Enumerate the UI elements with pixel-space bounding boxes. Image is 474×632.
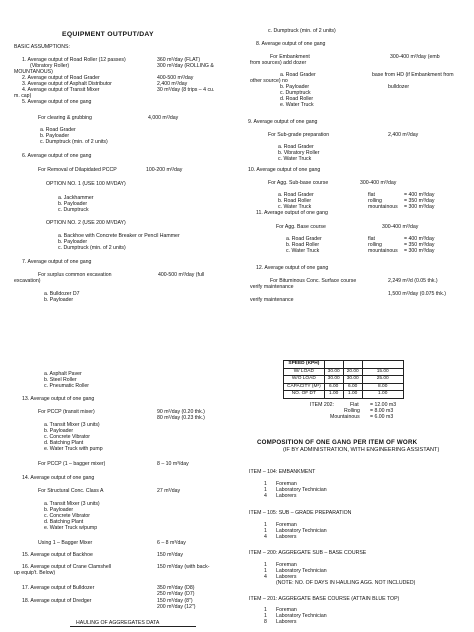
value-text: 150 m³/day bbox=[157, 552, 183, 558]
item-heading: ITEM – 105: SUB – GRADE PREPARATION bbox=[249, 510, 352, 516]
text-line: 13. Average output of one gang bbox=[22, 396, 95, 402]
count: 4 bbox=[264, 534, 267, 540]
list-item: a. Road Grader bbox=[278, 144, 314, 150]
value-text: = 12.00 m3 bbox=[370, 402, 397, 408]
list-item: Foreman bbox=[276, 522, 297, 528]
count: 1 bbox=[264, 481, 267, 487]
value-text: 400-500 m²/day bbox=[157, 75, 194, 81]
list-item: e. Water Truck with pump bbox=[44, 446, 103, 452]
value-text: 150 m³/day (8") bbox=[157, 598, 193, 604]
text-line: For Removal of Dilapidated PCCP bbox=[38, 167, 117, 173]
list-item: b. Road Roller bbox=[278, 198, 312, 204]
note-text: (NOTE: NO. OF DAYS IN HAULING AGG. NOT INCLUDED) bbox=[276, 580, 416, 586]
table-cell: 1.00 bbox=[324, 391, 343, 399]
hauling-heading: HAULING OF AGGREGATES DATA bbox=[76, 620, 160, 626]
text-line: 7. Average output of one gang bbox=[22, 259, 92, 265]
value-text: 250 m³/day (D7) bbox=[157, 591, 195, 597]
table-cell: 1.00 bbox=[343, 391, 362, 399]
terrain-label: flat bbox=[368, 236, 375, 242]
table-row bbox=[284, 391, 404, 399]
text-line: For clearing & grubbing bbox=[38, 115, 92, 121]
list-item: a. Asphalt Paver bbox=[44, 371, 82, 377]
composition-subtitle: (IF BY ADMINISTRATION, WITH ENGINEERING ASSISTANT) bbox=[283, 447, 440, 453]
text-line: 10. Average output of one gang bbox=[248, 167, 321, 173]
list-item: e. Water Truck bbox=[280, 102, 314, 108]
text-line: m. cap) bbox=[14, 93, 32, 99]
text-line: 5. Average output of one gang bbox=[22, 99, 92, 105]
value-text: 360 m²/day (FLAT) bbox=[157, 57, 201, 63]
value-text: 4,000 m²/day bbox=[148, 115, 179, 121]
value-text: = 350 m³/day bbox=[404, 198, 435, 204]
list-item: c. Water Truck bbox=[286, 248, 320, 254]
list-item: Laboratory Technician bbox=[276, 568, 327, 574]
list-item: b. Payloader bbox=[44, 507, 74, 513]
table-cell: 8.00 bbox=[362, 383, 403, 391]
list-item: b. Vibratory Roller bbox=[278, 150, 320, 156]
list-item: c. Dumptruck (min. of 2 units) bbox=[268, 28, 336, 34]
text-line: 15. Average output of Backhoe bbox=[22, 552, 93, 558]
list-item: b. Payloader bbox=[40, 133, 70, 139]
list-item: a. Transit Mixer (3 units) bbox=[44, 501, 100, 507]
text-line: Using 1 – Bagger Mixer bbox=[38, 540, 93, 546]
text-line: 1. Average output of Road Roller (12 passes) bbox=[22, 57, 126, 63]
value-text: = 6.00 m3 bbox=[370, 414, 394, 420]
list-item: Laboratory Technician bbox=[276, 528, 327, 534]
table-cell: 30.00 bbox=[324, 376, 343, 384]
table-cell bbox=[362, 361, 403, 369]
table-cell: SPEED (KPH) bbox=[284, 361, 325, 369]
option-heading: OPTION NO. 2 (USE 200 M²/DAY) bbox=[46, 220, 126, 226]
list-item: d. Batching Plant bbox=[44, 519, 84, 525]
list-item: Foreman bbox=[276, 607, 297, 613]
table-row bbox=[284, 361, 404, 369]
item-label: ITEM 202: bbox=[310, 402, 334, 408]
value-text: 90 m²/day (0.20 thk.) bbox=[157, 409, 205, 415]
table-row bbox=[284, 383, 404, 391]
value-text: 8 – 10 m³/day bbox=[157, 461, 189, 467]
value-text: 30 m³/day (8 trips – 4 cu. bbox=[157, 87, 215, 93]
count: 4 bbox=[264, 574, 267, 580]
composition-title: COMPOSITION OF ONE GANG PER ITEM OF WORK bbox=[257, 439, 418, 446]
list-item: d. Road Roller bbox=[280, 96, 314, 102]
value-text: = 8.00 m3 bbox=[370, 408, 394, 414]
list-item: c. Water Truck bbox=[278, 204, 312, 210]
text-line: For Agg. Base course bbox=[276, 224, 326, 230]
list-item: d. Batching Plant bbox=[44, 440, 84, 446]
list-item: a. Road Grader bbox=[40, 127, 76, 133]
list-item: Laboratory Technician bbox=[276, 487, 327, 493]
count: 1 bbox=[264, 522, 267, 528]
text-line: verify maintenance bbox=[250, 284, 294, 290]
text-line: MOUNTANOUS) bbox=[14, 69, 53, 75]
value-text: 300-400 m³/day bbox=[360, 180, 397, 186]
terrain-label: Mountainous bbox=[330, 414, 360, 420]
terrain-label: Flat bbox=[350, 402, 359, 408]
value-text: 2,400 m²/day bbox=[388, 132, 419, 138]
table-cell: CAPACITY (M³) bbox=[284, 383, 325, 391]
value-text: 300-400 m³/day (emb bbox=[390, 54, 440, 60]
value-text: 150 m³/day (with back- bbox=[157, 564, 210, 570]
value-text: = 350 m³/day bbox=[404, 242, 435, 248]
item-heading: ITEM – 201: AGGREGATE BASE COURSE (ATTAIN BLUE TOP) bbox=[249, 596, 400, 602]
list-item: c. Concrete Vibrator bbox=[44, 434, 91, 440]
table-cell: NO. OF DT bbox=[284, 391, 325, 399]
text-line: 3. Average output of Asphalt Distributor bbox=[22, 81, 112, 87]
list-item: e. Water Truck w/pump bbox=[44, 525, 98, 531]
text-line: 16. Average output of Crane Clamshell bbox=[22, 564, 112, 570]
list-item: c. Pneumatic Roller bbox=[44, 383, 89, 389]
table-cell: 6.00 bbox=[343, 383, 362, 391]
table-cell: 6.00 bbox=[324, 383, 343, 391]
terrain-label: mountainous bbox=[368, 248, 398, 254]
text-line: For Agg. Sub-base course bbox=[268, 180, 329, 186]
item-heading: ITEM – 104: EMBANKMENT bbox=[249, 469, 316, 475]
count: 1 bbox=[264, 568, 267, 574]
text-line: verify maintenance bbox=[250, 297, 294, 303]
table-cell: W/O LOAD bbox=[284, 376, 325, 384]
value-text: 300 m²/day (ROLLING & bbox=[157, 63, 214, 69]
list-item: c. Dumptruck (min. of 2 units) bbox=[40, 139, 108, 145]
value-text: 100-200 m²/day bbox=[146, 167, 183, 173]
terrain-label: rolling bbox=[368, 242, 382, 248]
table-cell bbox=[324, 361, 343, 369]
page-title: EQUIPMENT OUTPUT/DAY bbox=[62, 31, 154, 38]
list-item: b. Payloader bbox=[58, 201, 88, 207]
text-line: 9. Average output of one gang bbox=[248, 119, 318, 125]
text-line: 17. Average output of Bulldozer bbox=[22, 585, 95, 591]
text-line: 11. Average output of one gang bbox=[256, 210, 328, 216]
table-cell: 1.00 bbox=[362, 391, 403, 399]
value-text: 80 m²/day (0.23 thk.) bbox=[157, 415, 205, 421]
list-item: c. Dumptruck bbox=[58, 207, 89, 213]
list-item: b. Payloader bbox=[44, 428, 74, 434]
value-text: 350 m³/day (D8) bbox=[157, 585, 195, 591]
table-cell: 30.00 bbox=[324, 368, 343, 376]
list-item: a. Road Grader bbox=[278, 192, 314, 198]
terrain-label: mountainous bbox=[368, 204, 398, 210]
list-item: b. Payloader bbox=[280, 84, 310, 90]
value-text: 400-500 m³/day (full bbox=[158, 272, 205, 278]
list-item: Laborers bbox=[276, 574, 297, 580]
count: 8 bbox=[264, 619, 267, 625]
speed-table bbox=[283, 360, 404, 399]
value-text: 6 – 8 m³/day bbox=[157, 540, 186, 546]
list-item: b. Steel Roller bbox=[44, 377, 77, 383]
text-line: 18. Average output of Dredger bbox=[22, 598, 92, 604]
text-line: excavation) bbox=[14, 278, 41, 284]
text-line: For Embankment bbox=[270, 54, 310, 60]
list-item: c. Dumptruck (min. of 2 units) bbox=[58, 245, 126, 251]
count: 1 bbox=[264, 607, 267, 613]
table-cell: W/ LOAD bbox=[284, 368, 325, 376]
divider bbox=[70, 626, 196, 627]
text-line: 12. Average output of one gang bbox=[256, 265, 329, 271]
table-cell: 15.00 bbox=[362, 368, 403, 376]
text-line: For Sub-grade preparation bbox=[268, 132, 330, 138]
list-item: a. Backhoe with Concrete Breaker or Pencil Hammer bbox=[58, 233, 180, 239]
text-line: 4. Average output of Transit Mixer bbox=[22, 87, 100, 93]
text-line: up equip't. Below) bbox=[14, 570, 56, 576]
value-text: 2,249 m²/d (0.05 thk.) bbox=[388, 278, 438, 284]
terrain-label: rolling bbox=[368, 198, 382, 204]
value-text: 27 m³/day bbox=[157, 488, 181, 494]
text-line: 14. Average output of one gang bbox=[22, 475, 95, 481]
value-text: 200 m³/day (12") bbox=[157, 604, 196, 610]
value-text: = 300 m³/day bbox=[404, 248, 435, 254]
count: 1 bbox=[264, 487, 267, 493]
list-item: Laborers bbox=[276, 619, 297, 625]
value-text: 1,500 m²/day (0.075 thk.) bbox=[388, 291, 446, 297]
terrain-label: Rolling bbox=[344, 408, 360, 414]
list-item: c. Concrete Vibrator bbox=[44, 513, 91, 519]
count: 4 bbox=[264, 493, 267, 499]
list-item: c. Water Truck bbox=[278, 156, 312, 162]
value-text: = 400 m³/day bbox=[404, 192, 435, 198]
list-item: b. Payloader bbox=[58, 239, 88, 245]
text-line: For Bituminous Conc. Surface course bbox=[270, 278, 357, 284]
table-cell: 20.00 bbox=[343, 368, 362, 376]
list-item: b. Payloader bbox=[44, 297, 74, 303]
value-text: base from HD (if Embankment from bbox=[372, 72, 454, 78]
count: 1 bbox=[264, 528, 267, 534]
list-item: a. Transit Mixer (3 units) bbox=[44, 422, 100, 428]
text-line: from sources) add dozer bbox=[250, 60, 307, 66]
list-item: Laborers bbox=[276, 493, 297, 499]
text-line: For Structural Conc. Class A bbox=[38, 488, 104, 494]
terrain-label: flat bbox=[368, 192, 375, 198]
text-line: (Vibratory Roller) bbox=[30, 63, 70, 69]
value-text: 300-400 m³/day bbox=[382, 224, 419, 230]
table-cell: 30.00 bbox=[343, 376, 362, 384]
text-line: 2. Average output of Road Grader bbox=[22, 75, 100, 81]
list-item: Laboratory Technician bbox=[276, 613, 327, 619]
text-line: For PCCP (transit mixer) bbox=[38, 409, 95, 415]
count: 1 bbox=[264, 562, 267, 568]
table-cell: 25.00 bbox=[362, 376, 403, 384]
table-cell bbox=[343, 361, 362, 369]
basic-assumptions-heading: BASIC ASSUMPTIONS: bbox=[14, 44, 70, 50]
list-item: c. Dumptruck bbox=[280, 90, 311, 96]
list-item: a. Road Grader bbox=[280, 72, 316, 78]
text-line: other source) no bbox=[250, 78, 288, 84]
value-text: = 400 m³/day bbox=[404, 236, 435, 242]
value-text: 2,400 m²/day bbox=[157, 81, 188, 87]
text-line: 6. Average output of one gang bbox=[22, 153, 92, 159]
list-item: Foreman bbox=[276, 562, 297, 568]
list-item: Laborers bbox=[276, 534, 297, 540]
text-line: 8. Average output of one gang bbox=[256, 41, 326, 47]
list-item: a. Jackhammer bbox=[58, 195, 94, 201]
count: 1 bbox=[264, 613, 267, 619]
table-row bbox=[284, 368, 404, 376]
list-item: a. Bulldozer D7 bbox=[44, 291, 80, 297]
text-line: For PCCP (1 – bagger mixer) bbox=[38, 461, 106, 467]
list-item: b. Road Roller bbox=[286, 242, 320, 248]
table-row bbox=[284, 376, 404, 384]
value-text: bulldozer bbox=[388, 84, 410, 90]
option-heading: OPTION NO. 1 (USE 100 M²/DAY) bbox=[46, 181, 126, 187]
value-text: = 300 m³/day bbox=[404, 204, 435, 210]
list-item: Foreman bbox=[276, 481, 297, 487]
list-item: a. Road Grader bbox=[286, 236, 322, 242]
text-line: For surplus common excavation bbox=[38, 272, 112, 278]
item-heading: ITEM – 200: AGGREGATE SUB – BASE COURSE bbox=[249, 550, 367, 556]
